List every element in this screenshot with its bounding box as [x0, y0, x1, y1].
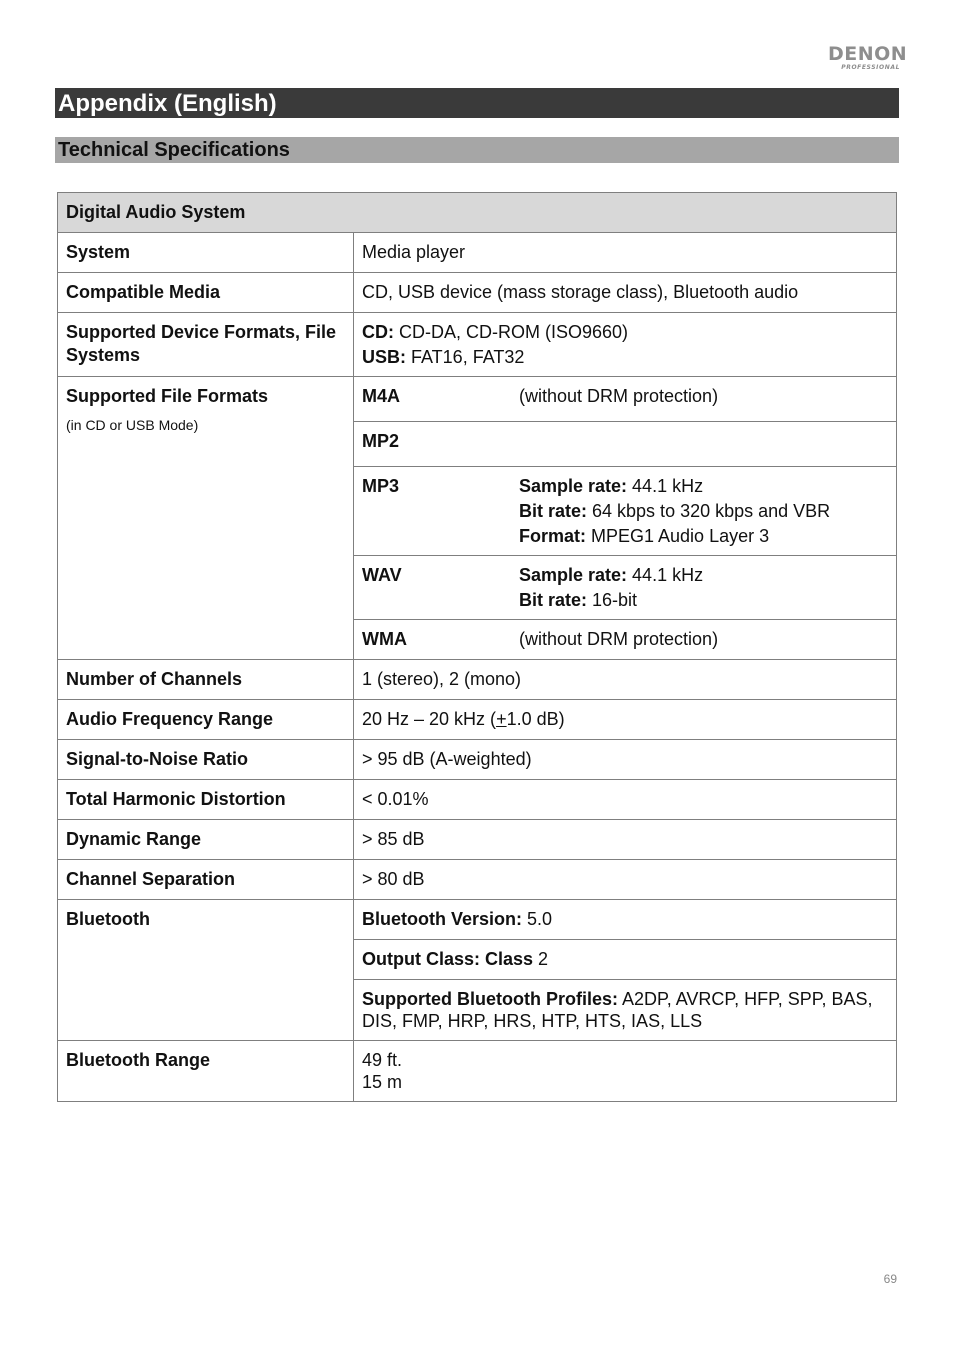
spec-label: Supported Device Formats, File Systems	[58, 313, 354, 377]
freq-value-post: 1.0 dB)	[506, 709, 565, 729]
spec-label: Compatible Media	[58, 273, 354, 313]
sample-rate-value: 44.1 kHz	[627, 476, 704, 496]
spec-value	[354, 980, 897, 1041]
format-detail: (without DRM protection)	[511, 377, 897, 422]
spec-label: Channel Separation	[58, 860, 354, 900]
wav-bit-rate	[519, 586, 888, 614]
spec-value: > 95 dB (A-weighted)	[354, 740, 897, 780]
bt-class-value: 2	[533, 949, 549, 969]
spec-label: Audio Frequency Range	[58, 700, 354, 740]
spec-label: Signal-to-Noise Ratio	[58, 740, 354, 780]
table-row	[58, 700, 897, 740]
format-name: WAV	[354, 556, 512, 620]
bt-profiles-label: Supported Bluetooth Profiles:	[362, 989, 618, 1009]
bt-range-m: 15 m	[362, 1072, 403, 1092]
spec-label: Number of Channels	[58, 660, 354, 700]
spec-label	[58, 377, 354, 660]
section-title: Technical Specifications	[55, 137, 899, 163]
table-row	[58, 233, 897, 273]
mp3-sample-rate	[519, 472, 888, 500]
spec-value: 1 (stereo), 2 (mono)	[354, 660, 897, 700]
mp3-bit-rate	[519, 497, 888, 525]
cd-value: CD-DA, CD-ROM (ISO9660)	[394, 322, 629, 342]
page-number: 69	[883, 1272, 897, 1286]
usb-line	[362, 343, 888, 371]
spec-value: < 0.01%	[354, 780, 897, 820]
sample-rate-label: Sample rate:	[519, 565, 628, 585]
spec-label: Total Harmonic Distortion	[58, 780, 354, 820]
file-formats-note: (in CD or USB Mode)	[66, 417, 199, 433]
bit-rate-value: 16-bit	[587, 590, 638, 610]
spec-table	[57, 192, 897, 1102]
format-name: MP3	[354, 467, 512, 556]
bt-profiles-value: A2DP, AVRCP, HFP, SPP, BAS, DIS, FMP, HRP, HRS, HTP, HTS, IAS, LLS	[362, 989, 873, 1031]
bt-class-label: Output Class: Class	[362, 949, 534, 969]
wav-sample-rate	[519, 561, 888, 589]
format-value: MPEG1 Audio Layer 3	[586, 526, 770, 546]
mp3-format	[519, 522, 888, 550]
format-detail	[511, 556, 897, 620]
table-row	[58, 273, 897, 313]
logo-subtitle: PROFESSIONAL	[841, 64, 900, 71]
freq-value-pre: 20 Hz – 20 kHz (	[362, 709, 497, 729]
spec-value: > 85 dB	[354, 820, 897, 860]
sample-rate-label: Sample rate:	[519, 476, 628, 496]
bit-rate-value: 64 kbps to 320 kbps and VBR	[587, 501, 831, 521]
spec-label: Bluetooth	[58, 900, 354, 1041]
spec-value	[354, 940, 897, 980]
spec-label: Dynamic Range	[58, 820, 354, 860]
format-name: WMA	[354, 620, 512, 660]
spec-value: Media player	[354, 233, 897, 273]
spec-value: CD, USB device (mass storage class), Bluetooth audio	[354, 273, 897, 313]
bt-range-ft: 49 ft.	[362, 1050, 403, 1070]
usb-value: FAT16, FAT32	[406, 347, 525, 367]
table-row	[58, 377, 897, 422]
table-row	[58, 193, 897, 233]
table-row	[58, 820, 897, 860]
section-header: Digital Audio System	[58, 193, 897, 233]
format-detail: (without DRM protection)	[511, 620, 897, 660]
plus-minus-sign: +	[496, 709, 507, 729]
file-formats-label: Supported File Formats	[66, 386, 269, 406]
logo-wordmark: DENON	[828, 43, 908, 65]
spec-label: System	[58, 233, 354, 273]
denon-logo	[828, 43, 908, 71]
format-detail	[511, 422, 897, 467]
format-name: MP2	[354, 422, 512, 467]
spec-value	[354, 1041, 897, 1102]
usb-label: USB:	[362, 347, 406, 367]
bit-rate-label: Bit rate:	[519, 590, 588, 610]
bt-version-value: 5.0	[522, 909, 553, 929]
table-row	[58, 740, 897, 780]
table-row	[58, 1041, 897, 1102]
spec-value: > 80 dB	[354, 860, 897, 900]
spec-value	[354, 700, 897, 740]
spec-value	[354, 313, 897, 377]
bt-version-label: Bluetooth Version:	[362, 909, 523, 929]
spec-label: Bluetooth Range	[58, 1041, 354, 1102]
cd-line	[362, 318, 888, 346]
format-name: M4A	[354, 377, 512, 422]
table-row	[58, 313, 897, 377]
cd-label: CD:	[362, 322, 394, 342]
format-label: Format:	[519, 526, 586, 546]
sample-rate-value: 44.1 kHz	[627, 565, 704, 585]
table-row	[58, 780, 897, 820]
appendix-title: Appendix (English)	[55, 88, 899, 118]
spec-value	[354, 900, 897, 940]
table-row	[58, 860, 897, 900]
table-row	[58, 660, 897, 700]
table-row	[58, 900, 897, 940]
format-detail	[511, 467, 897, 556]
bit-rate-label: Bit rate:	[519, 501, 588, 521]
